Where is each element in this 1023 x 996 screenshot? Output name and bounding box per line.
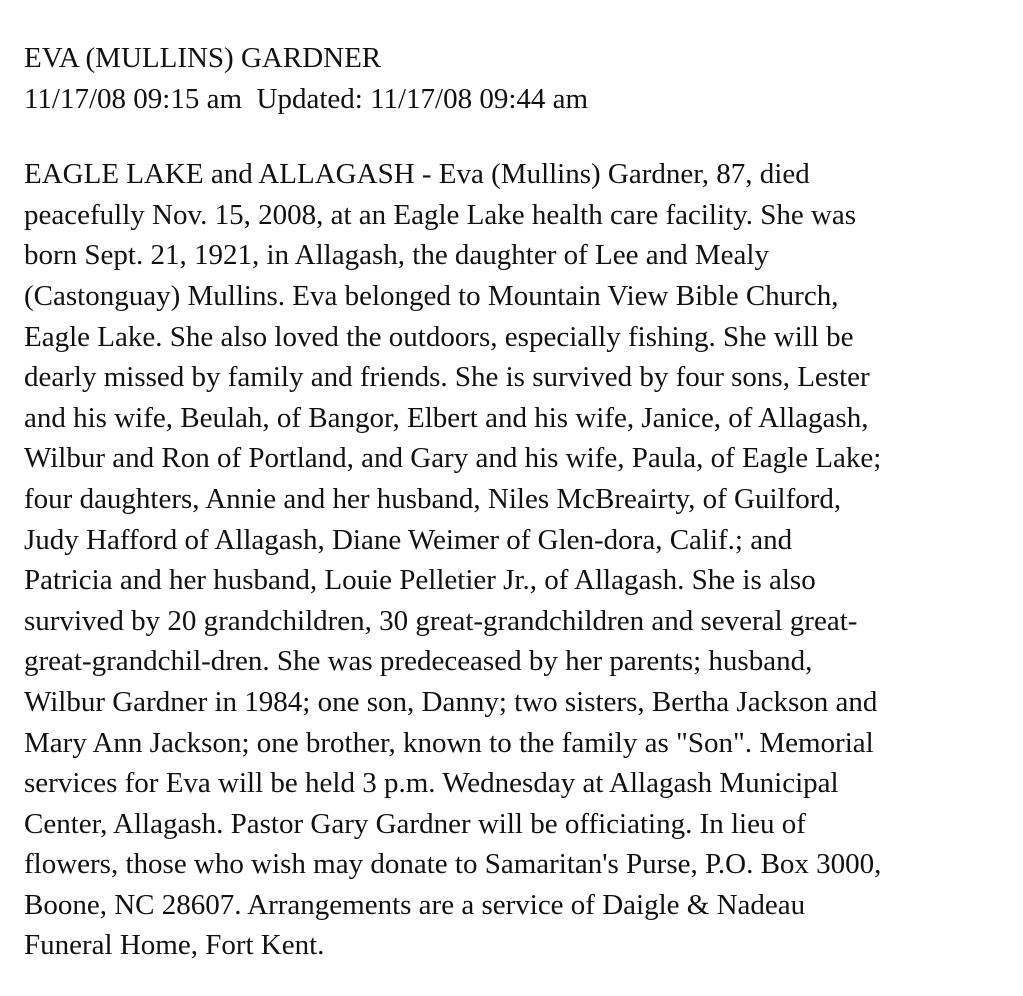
- body-line: Judy Hafford of Allagash, Diane Weimer of Glen-dora, Calif.; and: [24, 523, 793, 556]
- body-line: and his wife, Beulah, of Bangor, Elbert and his wife, Janice, of Allagash,: [24, 401, 869, 434]
- body-line: Boone, NC 28607. Arrangements are a service of Daigle & Nadeau: [24, 888, 806, 921]
- body-line: Wilbur Gardner in 1984; one son, Danny; two sisters, Bertha Jackson and: [24, 685, 878, 718]
- article-body: [24, 154, 1009, 966]
- article-title: EVA (MULLINS) GARDNER: [24, 42, 382, 74]
- body-line: survived by 20 grandchildren, 30 great-grandchildren and several great-: [24, 604, 858, 637]
- body-line: four daughters, Annie and her husband, Niles McBreairty, of Guilford,: [24, 482, 842, 515]
- body-line: services for Eva will be held 3 p.m. Wednesday at Allagash Municipal: [24, 767, 839, 800]
- body-line: Patricia and her husband, Louie Pelletier Jr., of Allagash. She is also: [24, 564, 816, 597]
- body-line: great-grandchil-dren. She was predeceased by her parents; husband,: [24, 645, 813, 678]
- article-header: [24, 38, 1009, 119]
- body-line: Mary Ann Jackson; one brother, known to the family as "Son". Memorial: [24, 726, 874, 759]
- body-line: (Castonguay) Mullins. Eva belonged to Mountain View Bible Church,: [24, 279, 839, 312]
- body-line: flowers, those who wish may donate to Samaritan's Purse, P.O. Box 3000,: [24, 848, 882, 881]
- body-line: Funeral Home, Fort Kent.: [24, 929, 325, 962]
- body-line: peacefully Nov. 15, 2008, at an Eagle Lake health care facility. She was: [24, 198, 857, 231]
- article-dateline: 11/17/08 09:15 am Updated: 11/17/08 09:44 am: [24, 82, 589, 115]
- obituary-document: [24, 38, 1009, 966]
- body-line: Wilbur and Ron of Portland, and Gary and his wife, Paula, of Eagle Lake;: [24, 442, 882, 475]
- body-line: born Sept. 21, 1921, in Allagash, the daughter of Lee and Mealy: [24, 239, 769, 272]
- body-line: Eagle Lake. She also loved the outdoors, especially fishing. She will be: [24, 320, 854, 353]
- body-line: dearly missed by family and friends. She is survived by four sons, Lester: [24, 361, 870, 394]
- body-line: EAGLE LAKE and ALLAGASH - Eva (Mullins) Gardner, 87, died: [24, 158, 810, 191]
- body-line: Center, Allagash. Pastor Gary Gardner will be officiating. In lieu of: [24, 807, 806, 840]
